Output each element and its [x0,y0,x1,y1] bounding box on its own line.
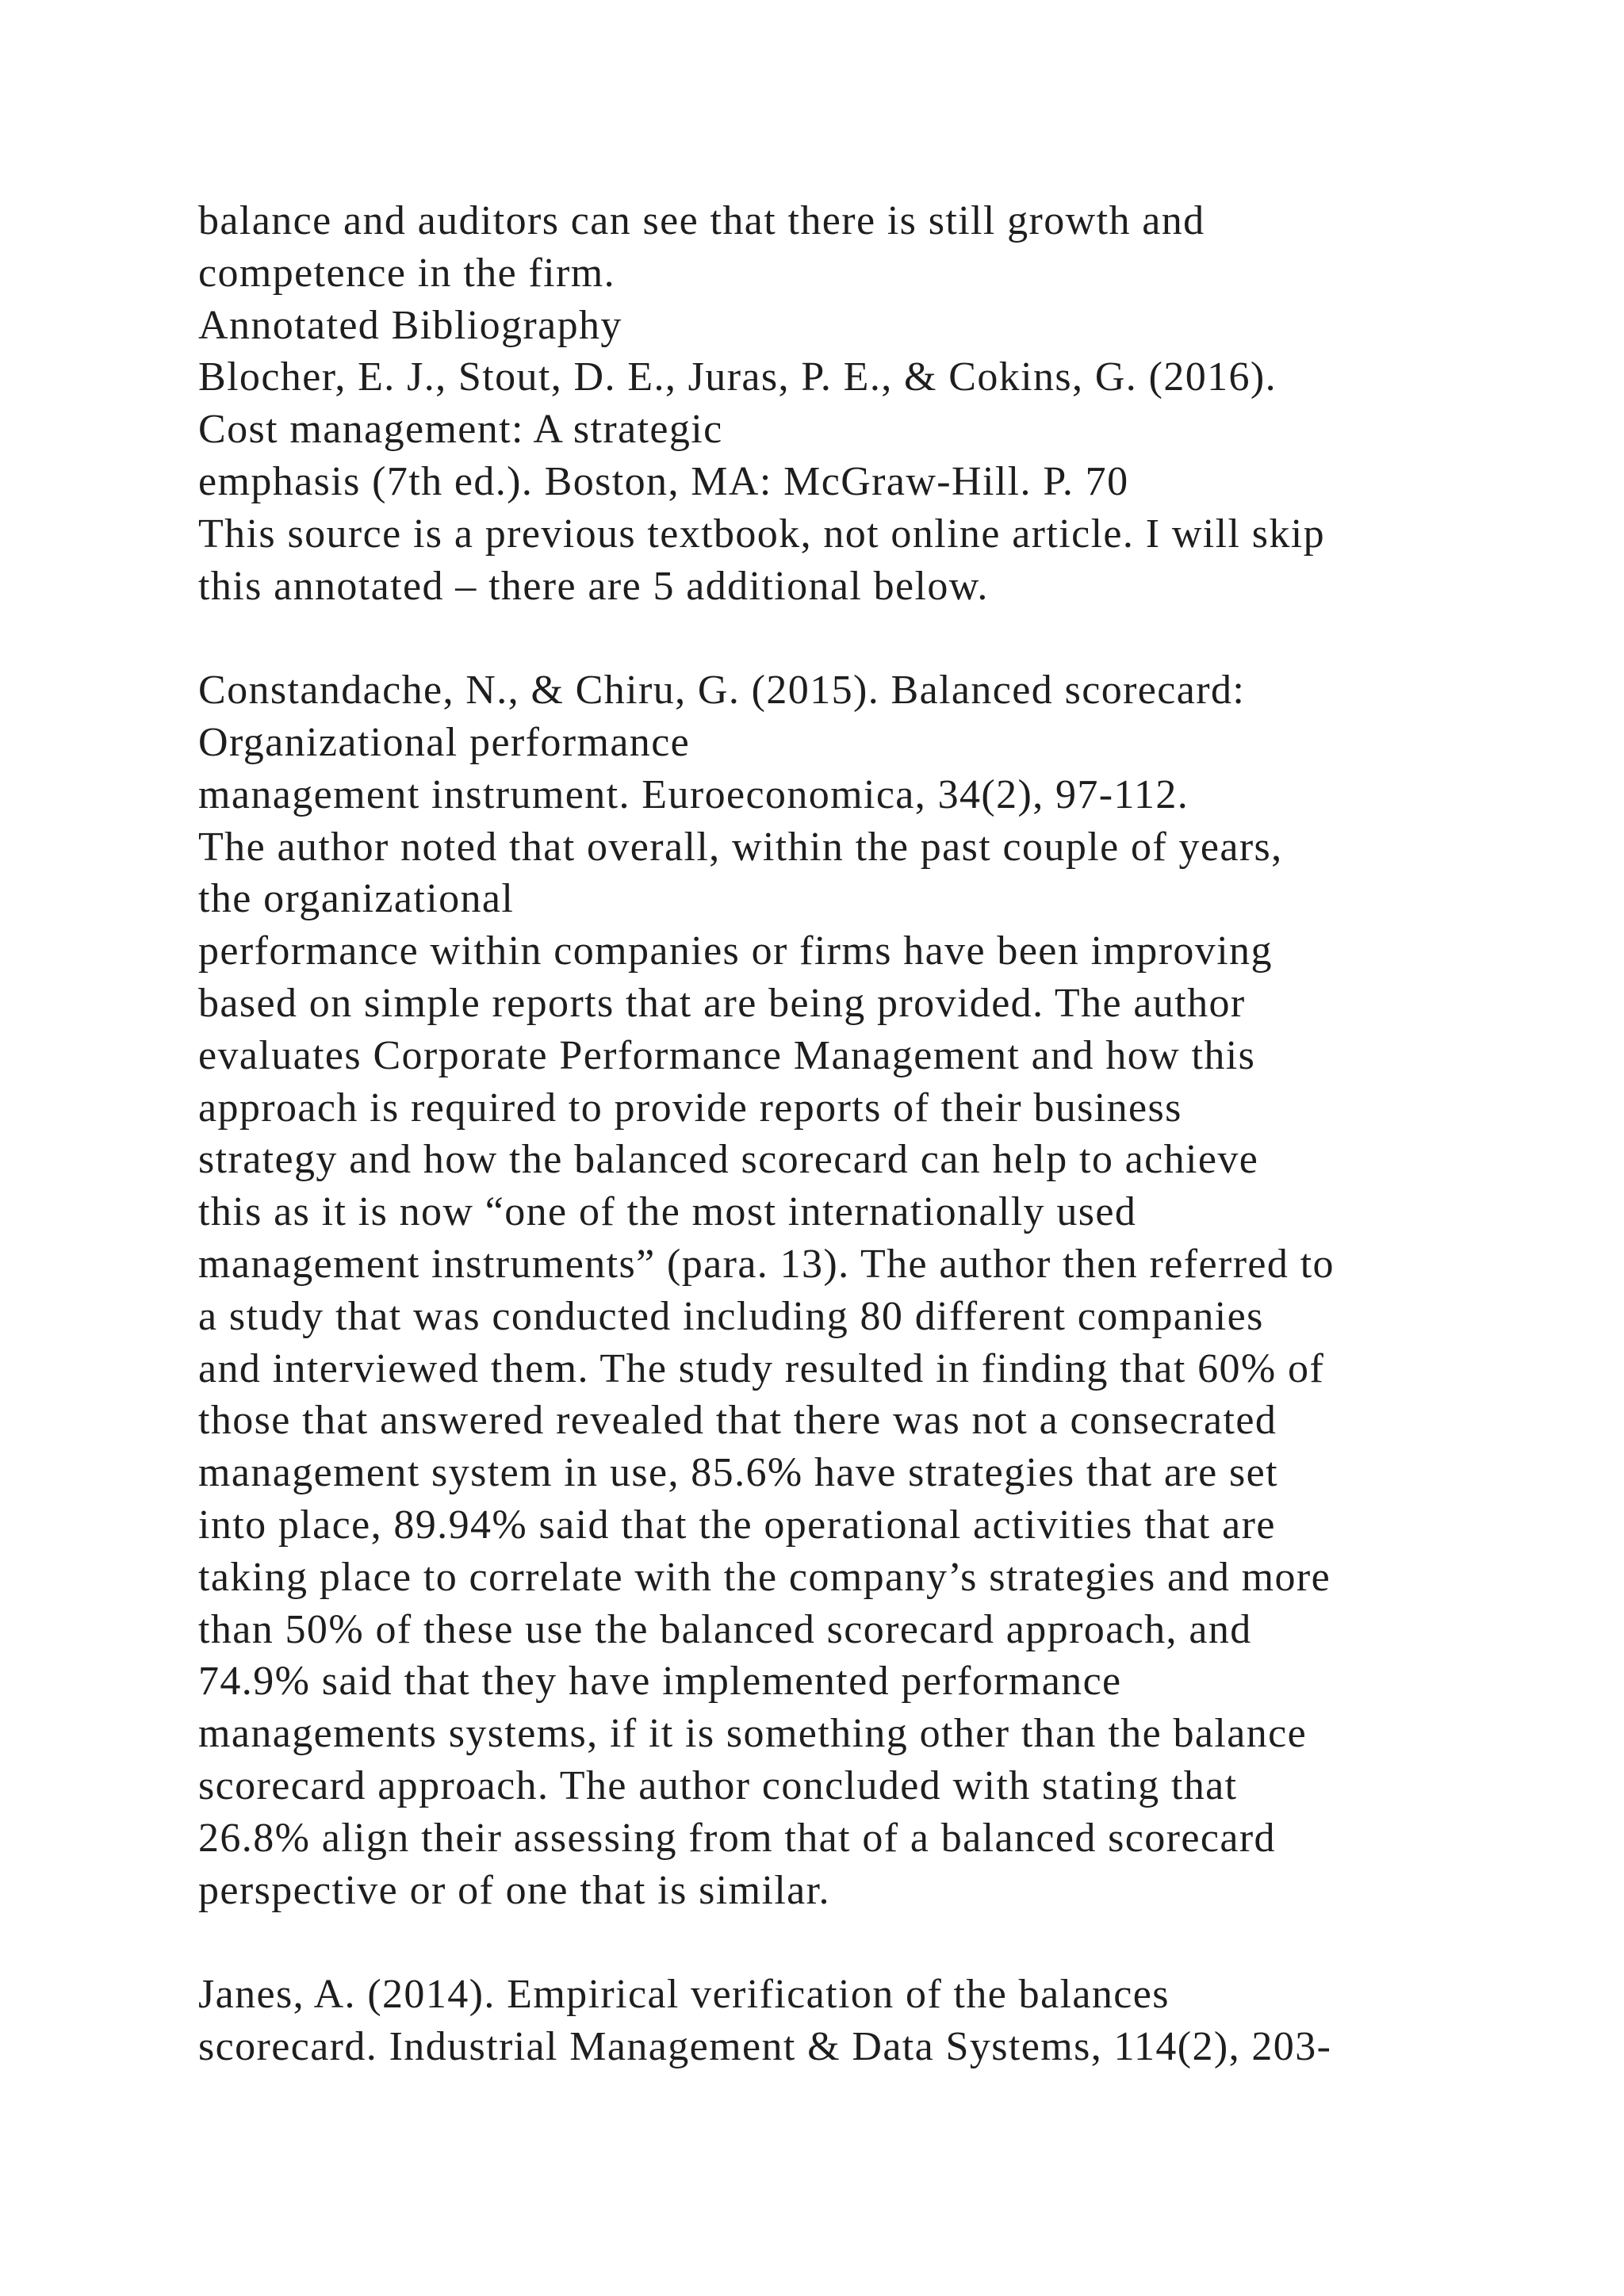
citation-line: Constandache, N., & Chiru, G. (2015). Balanced scorecard: [198,668,1246,714]
annotation-line: the organizational [198,876,515,922]
annotation-line: than 50% of these use the balanced scorecard approach, and [198,1606,1252,1652]
annotation-line: management instruments” (para. 13). The author then referred to [198,1241,1335,1287]
annotation-line: this as it is now “one of the most internationally used [198,1189,1137,1235]
annotation-line: into place, 89.94% said that the operational activities that are [198,1502,1276,1548]
document-body [198,195,1515,2073]
annotation-line: based on simple reports that are being provided. The author [198,980,1246,1026]
citation-line: emphasis (7th ed.). Boston, MA: McGraw-Hill. P. 70 [198,458,1129,504]
text-line: balance and auditors can see that there is still growth and [198,198,1205,243]
annotation-line: scorecard approach. The author concluded with stating that [198,1762,1238,1808]
annotation-line: evaluates Corporate Performance Management and how this [198,1032,1256,1078]
annotation-line: this annotated – there are 5 additional below. [198,563,989,609]
annotation-line: management system in use, 85.6% have strategies that are set [198,1450,1278,1496]
blank-line [198,612,1515,664]
annotation-line: strategy and how the balanced scorecard can help to achieve [198,1137,1259,1183]
annotation-line: and interviewed them. The study resulted in finding that 60% of [198,1345,1325,1391]
annotation-line: a study that was conducted including 80 different companies [198,1293,1264,1339]
citation-line: Cost management: A strategic [198,407,723,453]
text-line: competence in the firm. [198,250,615,296]
citation-line: Organizational performance [198,719,691,765]
citation-line: Janes, A. (2014). Empirical verification of the balances [198,1972,1170,2018]
annotation-line: perspective or of one that is similar. [198,1867,830,1913]
annotation-line: The author noted that overall, within the past couple of years, [198,824,1283,870]
citation-line: management instrument. Euroeconomica, 34(2), 97-112. [198,771,1189,817]
blank-line [198,1916,1515,1969]
annotation-line: taking place to correlate with the company’s strategies and more [198,1554,1331,1600]
citation-line: scorecard. Industrial Management & Data Systems, 114(2), 203- [198,2023,1332,2069]
citation-line: Blocher, E. J., Stout, D. E., Juras, P. E., & Cokins, G. (2016). [198,354,1277,400]
annotation-line: This source is a previous textbook, not online article. I will skip [198,511,1325,557]
annotation-line: those that answered revealed that there was not a consecrated [198,1398,1277,1444]
annotation-line: 74.9% said that they have implemented performance [198,1659,1122,1705]
annotation-line: managements systems, if it is something other than the balance [198,1711,1308,1757]
annotation-line: 26.8% align their assessing from that of a balanced scorecard [198,1815,1276,1861]
section-heading: Annotated Bibliography [198,302,622,348]
annotation-line: approach is required to provide reports of their business [198,1085,1182,1131]
annotation-line: performance within companies or firms have been improving [198,928,1273,974]
